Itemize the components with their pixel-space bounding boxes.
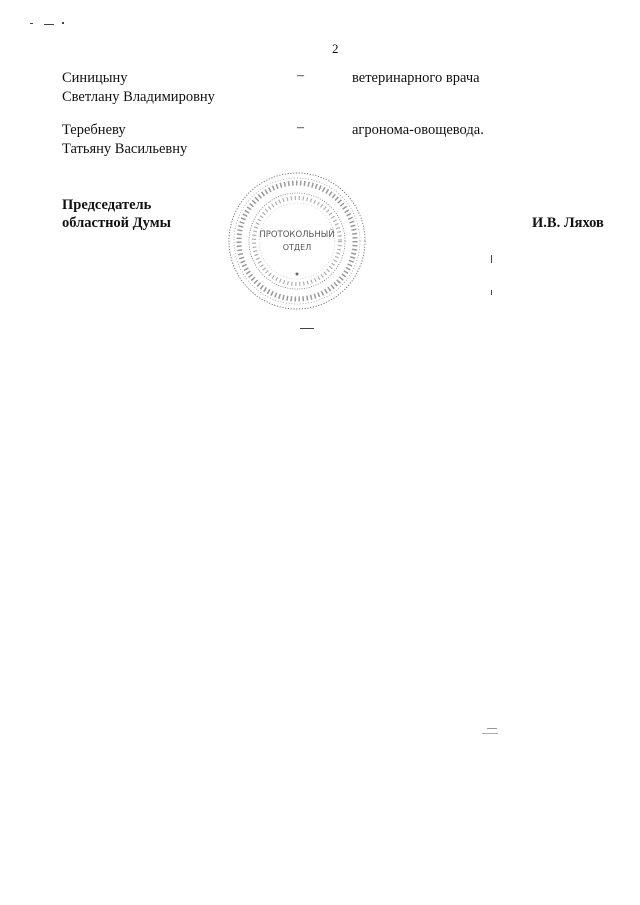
stamp-center-text-2: ОТДЕЛ <box>282 243 312 252</box>
appointee-1-position: ветеринарного врача <box>352 70 480 86</box>
appointee-1-dash: – <box>297 68 304 83</box>
scan-speck <box>300 328 314 329</box>
scan-speck <box>482 733 498 734</box>
appointee-2-position: агронома-овощевода. <box>352 122 484 138</box>
signatory-title-line-1: Председатель <box>62 197 152 213</box>
scan-speck <box>30 23 33 24</box>
scan-speck <box>44 24 54 25</box>
appointee-1-given-names: Светлану Владимировну <box>62 89 215 105</box>
scan-speck <box>491 255 492 263</box>
appointee-1-surname: Синицыну <box>62 70 128 86</box>
appointee-2-surname: Теребневу <box>62 122 126 138</box>
appointee-2-given-names: Татьяну Васильевну <box>62 141 188 157</box>
scan-speck <box>487 728 497 729</box>
signatory-title-line-2: областной Думы <box>62 215 171 231</box>
appointee-2-dash: – <box>297 120 304 135</box>
seal-stamp <box>226 170 368 312</box>
signatory-name: И.В. Ляхов <box>532 215 604 231</box>
page-number: 2 <box>332 41 339 56</box>
scan-speck <box>62 22 64 24</box>
stamp-center-text-1: ПРОТОКОЛЬНЫЙ <box>259 230 335 240</box>
scan-speck <box>491 290 492 295</box>
seal-stamp-graphic <box>226 170 368 312</box>
